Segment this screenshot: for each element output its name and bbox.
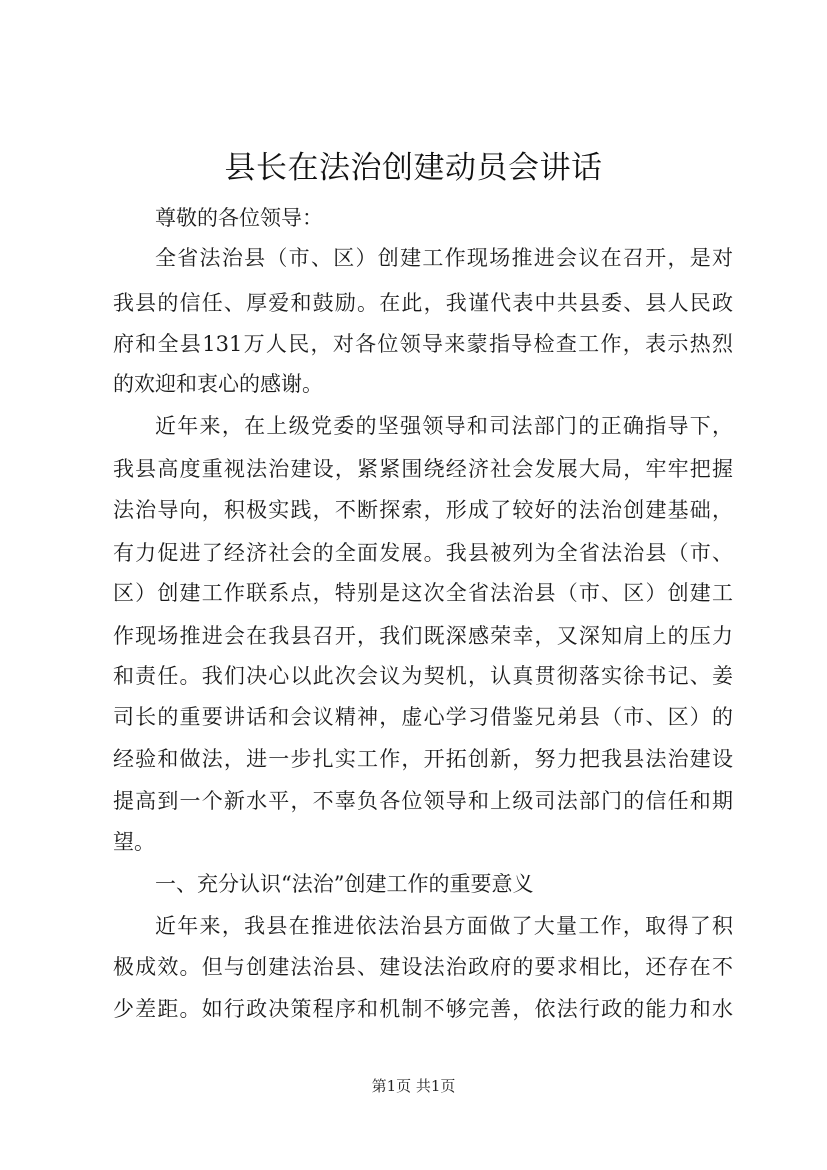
paragraph-line: 府和全县131万人民，对各位领导来蒙指导检查工作，表示热烈 [113,332,733,356]
salutation-line: 尊敬的各位领导： [155,206,323,230]
section-heading: 一、充分认识“法治”创建工作的重要意义 [155,872,534,896]
paragraph-line: 法治导向，积极实践，不断探索，形成了较好的法治创建基础， [113,498,733,522]
paragraph-line: 全省法治县（市、区）创建工作现场推进会议在召开，是对 [155,246,733,270]
paragraph-line: 经验和做法，进一步扎实工作，开拓创新，努力把我县法治建设 [113,747,733,771]
paragraph-line: 近年来，在上级党委的坚强领导和司法部门的正确指导下， [155,414,733,438]
paragraph-line: 我县高度重视法治建设，紧紧围绕经济社会发展大局，牢牢把握 [113,457,733,481]
paragraph-line: 极成效。但与创建法治县、建设法治政府的要求相比，还存在不 [113,955,733,979]
paragraph-line: 少差距。如行政决策程序和机制不够完善，依法行政的能力和水 [113,997,733,1021]
paragraph-line: 提高到一个新水平，不辜负各位领导和上级司法部门的信任和期 [113,789,733,813]
paragraph-line: 司长的重要讲话和会议精神，虚心学习借鉴兄弟县（市、区）的 [113,705,733,729]
paragraph-line: 的欢迎和衷心的感谢。 [113,372,323,396]
document-title: 县长在法治创建动员会讲话 [224,150,603,186]
paragraph-line: 区）创建工作联系点，特别是这次全省法治县（市、区）创建工 [113,581,733,605]
paragraph-line: 望。 [113,830,155,854]
paragraph-line: 有力促进了经济社会的全面发展。我县被列为全省法治县（市、 [113,541,733,565]
page-number-footer: 第1页 共1页 [371,1077,456,1095]
paragraph-line: 近年来，我县在推进依法治县方面做了大量工作，取得了积 [155,914,733,938]
paragraph-line: 作现场推进会在我县召开，我们既深感荣幸，又深知肩上的压力 [113,624,733,648]
paragraph-line: 我县的信任、厚爱和鼓励。在此，我谨代表中共县委、县人民政 [113,291,733,315]
paragraph-line: 和责任。我们决心以此次会议为契机，认真贯彻落实徐书记、姜 [113,664,733,688]
